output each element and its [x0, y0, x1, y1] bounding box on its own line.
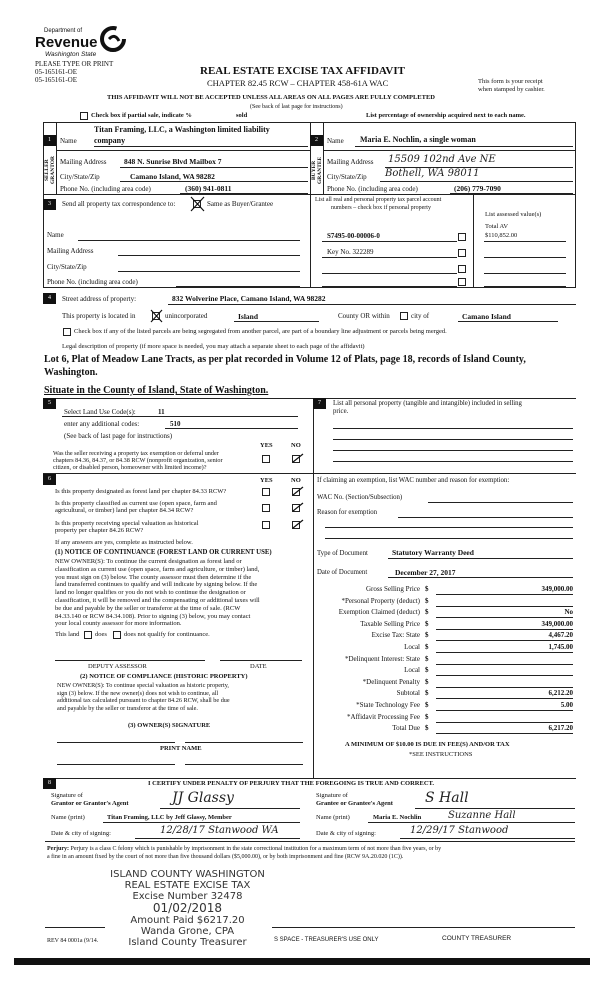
unincorporated-label: unincorporated: [165, 312, 208, 320]
county-value[interactable]: Island: [238, 312, 259, 321]
corr-phone-label: Phone No. (including area code): [47, 278, 138, 286]
owner-signature-title: (3) OWNER(S) SIGNATURE: [128, 722, 211, 729]
personal-property-checkbox-3[interactable]: [458, 265, 466, 273]
print-name-line-1[interactable]: [57, 764, 175, 765]
dollar-sign: $: [425, 677, 429, 686]
personal-property-checkbox-4[interactable]: [458, 278, 466, 286]
warning-text: THIS AFFIDAVIT WILL NOT BE ACCEPTED UNLESS ALL AREAS ON ALL PAGES ARE FULLY COMPLETED: [107, 94, 435, 101]
dollar-sign: $: [425, 643, 429, 651]
fee-line: [436, 675, 573, 676]
grantee-name-handwritten: Suzanne Hall: [448, 810, 516, 821]
fee-label: Taxable Selling Price: [360, 619, 420, 628]
bottom-bar: [14, 958, 590, 965]
grantor-date-label: Date & city of signing:: [51, 830, 111, 837]
see-back-text: (See back of last page for instructions): [250, 104, 343, 110]
city-value[interactable]: Camano Island: [462, 312, 511, 321]
parcel-header-2: numbers – check box if personal property: [331, 205, 431, 211]
notice-line: 84.33.140 or RCW 84.34.108). Prior to signing (3) below, you may contact: [55, 612, 251, 620]
fee-label: Subtotal: [396, 689, 420, 698]
current-use-question-2: agricultural, or timber) land per chapter 84.34 RCW?: [55, 507, 194, 514]
section-5-badge: 5: [43, 398, 56, 409]
receipt-note-2: when stamped by cashier.: [478, 86, 545, 93]
fee-label: *Personal Property (deduct): [341, 596, 420, 605]
no-header-6: NO: [291, 477, 301, 484]
stamp-amount: Amount Paid $6217.20: [130, 915, 245, 927]
fee-line: [436, 652, 573, 653]
form-id-2: 05-165161-OE: [35, 76, 77, 84]
notice-line: you must sign on (3) below. The county assessor must then determine if the: [55, 573, 252, 581]
dollar-sign: $: [425, 585, 429, 593]
perjury-text-1: Perjury is a class C felony which is punishable by imprisonment in the state correctional institution for a maximum term of not more than five years, or by: [70, 846, 442, 852]
dollar-sign: $: [425, 689, 429, 698]
please-type: PLEASE TYPE OR PRINT: [35, 60, 114, 68]
dollar-sign: $: [425, 666, 429, 675]
stamp-treasurer-name: Wanda Grone, CPA: [140, 926, 235, 938]
notice-line: NEW OWNER(S): To continue the current designation as forest land or: [55, 558, 242, 565]
notice-2-text: [57, 682, 230, 712]
additional-code[interactable]: 510: [170, 420, 181, 428]
dollar-sign: $: [425, 712, 429, 721]
exemption-question-3: citizen, or disabled person, homeowner with limited income)?: [53, 464, 207, 471]
current-use-question-1: Is this property classified as current use (open space, farm and: [55, 500, 217, 507]
print-name-label: PRINT NAME: [160, 745, 202, 752]
corr-city-field[interactable]: [118, 271, 300, 272]
does-label: does: [95, 631, 107, 638]
county-or-label: County OR within: [338, 312, 390, 320]
segregated-label: Check box if any of the listed parcels are being segregated from another parcel, are part of a boundary line adjustment or parcels being merged.: [74, 328, 447, 335]
fee-line: [436, 594, 573, 595]
dollar-sign: $: [425, 619, 429, 628]
seller-name-label: Name: [60, 137, 77, 145]
buyer-name[interactable]: Maria E. Nochlin, a single woman: [360, 135, 476, 144]
partial-sale-checkbox[interactable]: [80, 112, 88, 120]
section-6-badge: 6: [43, 474, 56, 485]
historical-question-2: property per chapter 84.26 RCW?: [55, 527, 144, 534]
see-back-5: (See back of last page for instructions): [64, 432, 173, 440]
county-treasurer-label: COUNTY TREASURER: [442, 935, 512, 942]
no-header: NO: [291, 442, 301, 449]
fee-line: [436, 687, 573, 688]
wac-label: WAC No. (Section/Subsection): [317, 494, 403, 501]
legal-description-1[interactable]: Lot 6, Plat of Meadow Lane Tracts, as per plat recorded in Volume 12 of Plats, page 18, records of Island County,: [44, 354, 526, 365]
legal-description-2[interactable]: Washington.: [44, 367, 98, 378]
notice-line: sign (3) below. If the new owner(s) does not wish to continue, all: [57, 689, 219, 697]
forest-question: Is this property designated as forest land per chapter 84.33 RCW?: [55, 488, 227, 495]
historical-question-1: Is this property receiving special valuation as historical: [55, 520, 199, 527]
fee-label: Local: [404, 643, 420, 651]
partial-sale-label: Check box if partial sale, indicate %: [91, 112, 192, 119]
dollar-sign: $: [425, 724, 429, 733]
dollar-sign: $: [425, 654, 429, 663]
seller-mail[interactable]: 848 N. Sunrise Blvd Mailbox 7: [124, 157, 222, 166]
send-correspondence-label: Send all property tax correspondence to:: [62, 200, 176, 208]
parcel-header-1: List all real and personal property tax parcel account: [315, 197, 442, 203]
fee-label: *Affidavit Processing Fee: [347, 712, 420, 721]
city-of-label: city of: [411, 312, 430, 320]
grantee-name-label: Name (print): [316, 814, 350, 821]
check-mark: [292, 518, 304, 530]
notice-line: be due and payable by the seller or transferor at the time of sale. (RCW: [55, 604, 241, 612]
exemption-question-2: chapters 84.36, 84.37, or 84.38 RCW (nonprofit organization, senior: [53, 457, 223, 464]
grantor-name-label: Name (print): [51, 814, 85, 821]
logo-dept: Department of: [44, 28, 83, 34]
fee-value[interactable]: 349,000.00: [541, 585, 573, 593]
grantor-sig-label-2: Grantor or Grantor's Agent: [51, 800, 129, 807]
personal-property-label-1: List all personal property (tangible and intangible) included in selling: [333, 400, 522, 407]
print-name-line-2[interactable]: [185, 764, 303, 765]
form-chapter: CHAPTER 82.45 RCW – CHAPTER 458-61A WAC: [207, 78, 389, 88]
seller-name-1: Titan Framing, LLC, a Washington limited liability: [94, 125, 270, 134]
forest-yes-checkbox[interactable]: [262, 488, 270, 496]
situate-text: Situate in the County of Island, State of Washington.: [44, 385, 269, 396]
certify-text: I CERTIFY UNDER PENALTY OF PERJURY THAT THE FOREGOING IS TRUE AND CORRECT.: [148, 780, 435, 787]
corr-mail-field[interactable]: [118, 255, 300, 256]
treasurer-use-only: S SPACE - TREASURER'S USE ONLY: [274, 937, 379, 943]
dollar-sign: $: [425, 596, 429, 605]
check-mark: [292, 452, 304, 464]
fee-value[interactable]: No: [564, 608, 573, 617]
owner-signature-line-1[interactable]: [57, 742, 175, 743]
exemption-claim-label: If claiming an exemption, list WAC number and reason for exemption:: [317, 477, 510, 484]
dollar-sign: $: [425, 608, 429, 617]
form-title: REAL ESTATE EXCISE TAX AFFIDAVIT: [200, 65, 405, 77]
segregated-checkbox[interactable]: [63, 328, 71, 336]
grantee-signature[interactable]: S Hall: [425, 790, 469, 806]
minimum-due-note: A MINIMUM OF $10.00 IS DUE IN FEE(S) AND/OR TAX: [345, 741, 510, 748]
buyer-phone-label: Phone No. (including area code): [327, 185, 418, 193]
grantee-date-city[interactable]: 12/29/17 Stanwood: [410, 825, 509, 836]
grantee-date-label: Date & city of signing:: [316, 830, 376, 837]
this-land-label: This land: [55, 631, 80, 638]
dor-logo-icon: [100, 26, 126, 52]
owner-signature-line-2[interactable]: [185, 742, 303, 743]
personal-property-checkbox-2[interactable]: [458, 249, 466, 257]
dollar-sign: $: [425, 631, 429, 640]
yes-header-6: YES: [260, 477, 273, 484]
fee-line: [436, 722, 573, 723]
current-use-yes-checkbox[interactable]: [262, 504, 270, 512]
parcel-number-1[interactable]: S7495-00-00006-0: [327, 232, 380, 240]
grantor-date-city[interactable]: 12/28/17 Stanwood WA: [160, 825, 279, 836]
section-8-badge: 8: [43, 778, 56, 789]
date-label: DATE: [250, 663, 267, 670]
reason-label: Reason for exemption: [317, 509, 378, 516]
grantor-name[interactable]: Titan Framing, LLC by Jeff Glassy, Member: [107, 814, 232, 821]
assessed-header: List assessed value(s): [485, 211, 542, 218]
stamp-line-2: REAL ESTATE EXCISE TAX: [124, 880, 251, 891]
seller-side-label: SELLER GRANTOR: [44, 156, 56, 185]
legal-label: Legal description of property (if more space is needed, you may attach a separate sheet to each page of the affidavit): [62, 343, 365, 350]
stamp-date: 01/02/2018: [152, 901, 223, 915]
buyer-phone[interactable]: (206) 779-7090: [454, 184, 501, 193]
seller-name-2[interactable]: company: [94, 136, 126, 145]
see-instructions: *SEE INSTRUCTIONS: [409, 751, 473, 758]
fee-line: [436, 606, 573, 607]
fee-value[interactable]: 6,217.20: [548, 724, 573, 733]
grantee-sig-label-1: Signature of: [316, 792, 348, 799]
personal-property-label-2: price.: [333, 408, 349, 415]
fee-line: [436, 733, 573, 734]
form-revision: REV 84 0001a (9/14.: [47, 938, 99, 944]
logo-state: Washington State: [45, 51, 97, 58]
section-7-badge: 7: [313, 398, 326, 409]
street-address[interactable]: 832 Wolverine Place, Camano Island, WA 98282: [172, 294, 326, 303]
fee-label: *Delinquent Penalty: [362, 677, 420, 686]
reason-field[interactable]: [398, 517, 573, 518]
does-qualify-checkbox[interactable]: [84, 631, 92, 639]
buyer-name-label: Name: [327, 137, 344, 145]
stamp-line-1: ISLAND COUNTY WASHINGTON: [110, 869, 265, 880]
fee-label: Exemption Claimed (deduct): [338, 608, 420, 617]
corr-name-label: Name: [47, 231, 64, 239]
sold-label: sold: [236, 112, 248, 119]
check-mark: [292, 486, 304, 497]
fee-label: Excise Tax: State: [371, 631, 420, 640]
notice-line: land transferred continues to qualify and will indicate by signing below. If the: [55, 581, 258, 589]
perjury-label: Perjury:: [47, 846, 69, 852]
seller-city[interactable]: Camano Island, WA 98282: [130, 172, 215, 181]
corr-mail-label: Mailing Address: [47, 247, 94, 255]
section-1-badge: 1: [43, 135, 56, 146]
exemption-yes-checkbox[interactable]: [262, 455, 270, 463]
deputy-assessor-label: DEPUTY ASSESSOR: [88, 663, 147, 670]
doc-type-label: Type of Document: [317, 550, 368, 557]
does-not-label: does not qualify for continuance.: [124, 631, 210, 638]
notice-2-title: (2) NOTICE OF COMPLIANCE (HISTORIC PROPERTY): [80, 673, 248, 680]
notice-line: additional tax calculated pursuant to chapter 84.26 RCW, shall be due: [57, 697, 230, 705]
fee-value[interactable]: 349,000.00: [541, 619, 573, 628]
fee-line: [436, 617, 573, 618]
checked-x-mark: [150, 309, 163, 323]
seller-phone[interactable]: (360) 941-0811: [185, 184, 232, 193]
dollar-sign: $: [425, 701, 429, 709]
corr-name-field[interactable]: [78, 240, 300, 241]
doc-date-value[interactable]: December 27, 2017: [395, 568, 456, 577]
additional-codes-label: enter any additional codes:: [64, 420, 140, 428]
ownership-note: List percentage of ownership acquired next to each name.: [366, 112, 526, 119]
city-checkbox[interactable]: [400, 312, 408, 320]
corr-phone-field[interactable]: [176, 286, 300, 287]
same-as-buyer-label: Same as Buyer/Grantee: [207, 200, 274, 208]
section-3-badge: 3: [43, 199, 56, 210]
form-id-1: 05-165161-OE: [35, 68, 77, 76]
notice-line: NEW OWNER(S): To continue special valuation as historic property,: [57, 682, 229, 689]
checked-x-mark: [190, 196, 205, 212]
stamp-line-3: Excise Number 32478: [132, 891, 243, 902]
assessed-value[interactable]: $110,852.00: [485, 232, 518, 239]
fee-value[interactable]: 1,745.00: [548, 643, 573, 651]
section-2-badge: 2: [310, 135, 323, 146]
notice-line: land no longer qualifies or you do not wish to continue the designation or: [55, 589, 246, 597]
seller-city-label: City/State/Zip: [60, 173, 100, 181]
logo-revenue: Revenue: [35, 34, 98, 51]
corr-city-label: City/State/Zip: [47, 263, 87, 271]
land-use-code[interactable]: 11: [158, 408, 165, 416]
receipt-note-1: This form is your receipt: [478, 78, 543, 85]
fee-label: Gross Selling Price: [365, 585, 420, 593]
grantee-sig-label-2: Grantee or Grantee's Agent: [316, 800, 393, 807]
wac-field[interactable]: [428, 502, 573, 503]
buyer-city[interactable]: Bothell, WA 98011: [385, 168, 480, 179]
fee-value[interactable]: 6,212.20: [548, 689, 573, 698]
total-av-label: Total AV: [485, 223, 509, 230]
street-label: Street address of property:: [62, 295, 137, 303]
buyer-mail[interactable]: 15509 102nd Ave NE: [388, 154, 496, 165]
grantor-sig-label-1: Signature of: [51, 792, 83, 799]
fee-label: *Delinquent Interest: State: [344, 654, 420, 663]
fee-label: *State Technology Fee: [356, 701, 420, 709]
buyer-side-label: BUYER GRANTEE: [311, 156, 323, 184]
doc-type-value[interactable]: Statutory Warranty Deed: [392, 548, 474, 557]
buyer-city-label: City/State/Zip: [327, 173, 367, 181]
yes-header: YES: [260, 442, 273, 449]
fee-line: [436, 640, 573, 641]
fee-value[interactable]: 5.00: [560, 701, 573, 709]
buyer-mail-label: Mailing Address: [327, 158, 374, 166]
fee-value[interactable]: 4,467.20: [548, 631, 573, 640]
notice-1-title: (1) NOTICE OF CONTINUANCE (FOREST LAND OR CURRENT USE): [55, 549, 272, 556]
seller-phone-label: Phone No. (including area code): [60, 185, 151, 193]
does-not-qualify-checkbox[interactable]: [113, 631, 121, 639]
check-mark: [292, 501, 304, 513]
located-label: This property is located in: [62, 312, 136, 320]
doc-date-label: Date of Document: [317, 569, 368, 576]
stamp-treasurer-title: Island County Treasurer: [128, 937, 247, 949]
fee-line: [436, 710, 573, 711]
fee-label: Total Due: [392, 724, 420, 733]
fee-line: [436, 629, 573, 630]
grantee-name[interactable]: Maria E. Nochlin: [373, 814, 422, 821]
exemption-question-1: Was the seller receiving a property tax exemption or deferral under: [53, 450, 219, 457]
treasurer-stamp: [105, 869, 270, 948]
notice-1-text: [55, 558, 260, 628]
land-use-label: Select Land Use Code(s):: [64, 408, 136, 416]
if-yes-text: If any answers are yes, complete as instructed below.: [55, 539, 193, 546]
grantor-signature[interactable]: JJ Glassy: [172, 790, 234, 806]
fee-label: Local: [404, 666, 420, 675]
seller-mail-label: Mailing Address: [60, 158, 107, 166]
parcel-number-2[interactable]: Key No. 322289: [327, 248, 374, 256]
notice-line: and payable by the seller or transferor at the time of sale.: [57, 704, 198, 712]
notice-line: classification as current use (open space, farm and agriculture, or timber) land,: [55, 565, 260, 573]
perjury-text-2: a fine in an amount fixed by the court of not more than five thousand dollars ($5,000.00), or by both imprisonment and fine (RCW 9A.20.020 (1C)).: [47, 854, 404, 860]
personal-property-checkbox-1[interactable]: [458, 233, 466, 241]
notice-line: your local county assessor for more information.: [55, 620, 182, 628]
fee-line: [436, 664, 573, 665]
fee-line: [436, 698, 573, 699]
notice-line: classification, it will be removed and the compensating or additional taxes will: [55, 596, 260, 604]
section-4-badge: 4: [43, 293, 56, 304]
historical-yes-checkbox[interactable]: [262, 521, 270, 529]
